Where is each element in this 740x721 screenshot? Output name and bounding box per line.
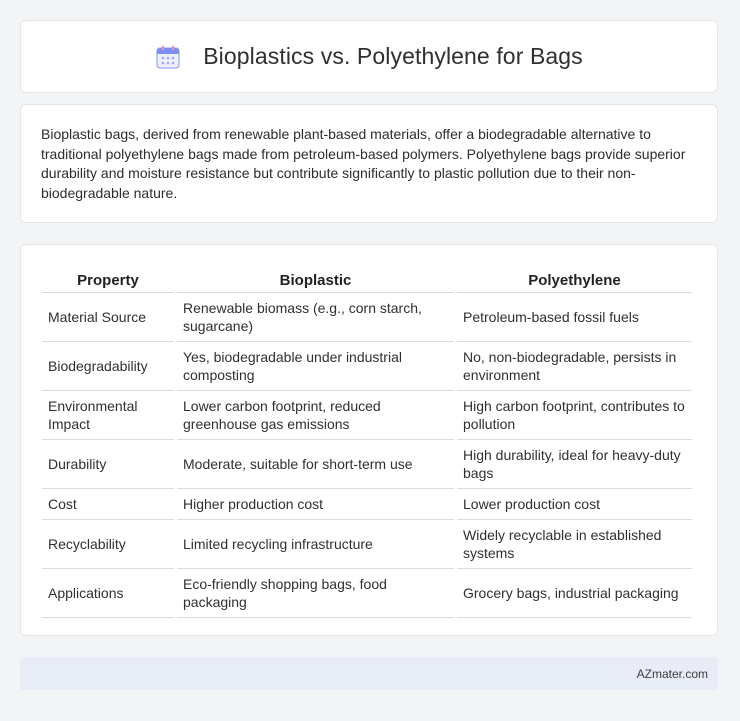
row-bioplastic-cell: Renewable biomass (e.g., corn starch, sugarcane) (177, 293, 454, 342)
intro-card (20, 104, 718, 223)
row-bioplastic-cell: Yes, biodegradable under industrial composting (177, 342, 454, 391)
row-property-cell: Applications (42, 569, 174, 618)
table-row (42, 293, 692, 342)
page-title: Bioplastics vs. Polyethylene for Bags (203, 43, 583, 69)
row-polyethylene-cell: Lower production cost (457, 489, 692, 520)
row-polyethylene-cell: Petroleum-based fossil fuels (457, 293, 692, 342)
row-property-cell: Cost (42, 489, 174, 520)
row-bioplastic-cell: Limited recycling infrastructure (177, 520, 454, 569)
row-property-cell: Durability (42, 440, 174, 489)
table-row (42, 569, 692, 618)
row-polyethylene-cell: Grocery bags, industrial packaging (457, 569, 692, 618)
footer-site-link[interactable]: AZmater.com (636, 666, 708, 681)
table-row (42, 391, 692, 440)
column-header-polyethylene: Polyethylene (457, 265, 692, 293)
row-bioplastic-cell: Eco-friendly shopping bags, food packaging (177, 569, 454, 618)
intro-paragraph: Bioplastic bags, derived from renewable plant-based materials, offer a biodegradable alternative to traditional polyethylene bags made from petroleum-based polymers. Polyethylene bags provide superior durability and moisture resistance but contribute significantly to plastic pollution due to their non-biodegradable nature. (41, 126, 686, 201)
comparison-card (20, 244, 718, 636)
footer-bar (20, 657, 718, 690)
title-wrap (155, 43, 583, 70)
column-header-property: Property (42, 265, 174, 293)
row-polyethylene-cell: Widely recyclable in established systems (457, 520, 692, 569)
table-row (42, 520, 692, 569)
row-bioplastic-cell: Lower carbon footprint, reduced greenhouse gas emissions (177, 391, 454, 440)
table-header-row (42, 265, 692, 293)
row-polyethylene-cell: No, non-biodegradable, persists in environment (457, 342, 692, 391)
calendar-icon (155, 44, 181, 70)
row-property-cell: Recyclability (42, 520, 174, 569)
column-header-bioplastic: Bioplastic (177, 265, 454, 293)
table-row (42, 342, 692, 391)
row-property-cell: Biodegradability (42, 342, 174, 391)
row-bioplastic-cell: Moderate, suitable for short-term use (177, 440, 454, 489)
table-row (42, 440, 692, 489)
table-row (42, 489, 692, 520)
row-polyethylene-cell: High durability, ideal for heavy-duty bags (457, 440, 692, 489)
row-bioplastic-cell: Higher production cost (177, 489, 454, 520)
title-card (20, 20, 718, 93)
row-property-cell: Material Source (42, 293, 174, 342)
row-property-cell: Environmental Impact (42, 391, 174, 440)
row-polyethylene-cell: High carbon footprint, contributes to pollution (457, 391, 692, 440)
comparison-table (39, 265, 695, 618)
